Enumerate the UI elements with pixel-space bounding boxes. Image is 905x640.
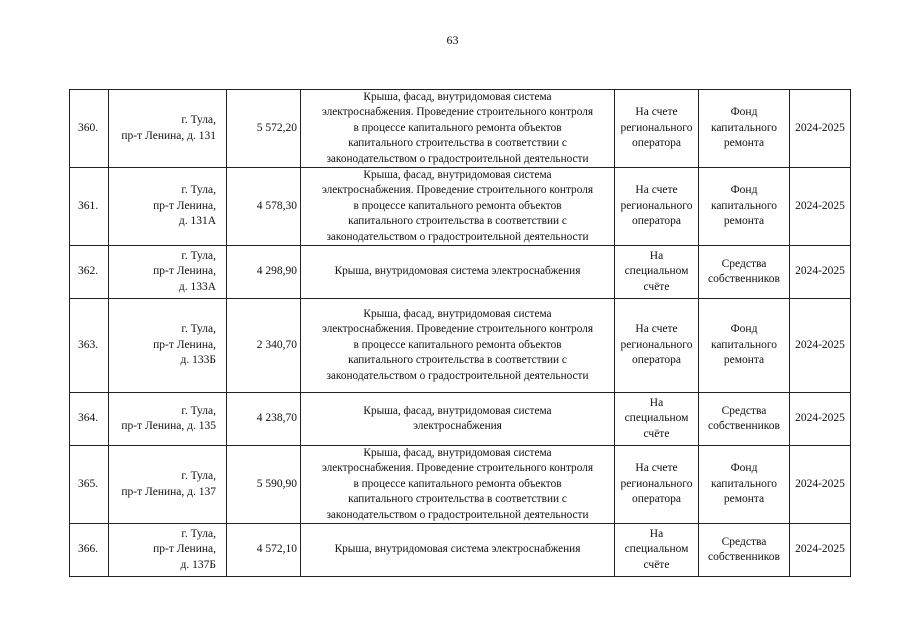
address: г. Тула, пр-т Ленина, д. 131А: [109, 168, 227, 246]
row-number: 366.: [70, 524, 109, 577]
address: г. Тула, пр-т Ленина, д. 137Б: [109, 524, 227, 577]
table-row: [70, 393, 851, 446]
period: 2024-2025: [790, 246, 851, 299]
account-type: На счете регионального оператора: [615, 168, 699, 246]
period: 2024-2025: [790, 393, 851, 446]
work-scope: Крыша, внутридомовая система электроснабжения: [301, 524, 615, 577]
row-number: 363.: [70, 299, 109, 393]
funding-source: Средства собственников: [699, 246, 790, 299]
area: 4 238,70: [227, 393, 301, 446]
funding-source: Фонд капитального ремонта: [699, 168, 790, 246]
account-type: На счете регионального оператора: [615, 299, 699, 393]
table-row: [70, 446, 851, 524]
table-row: [70, 246, 851, 299]
area: 2 340,70: [227, 299, 301, 393]
area: 4 298,90: [227, 246, 301, 299]
funding-source: Фонд капитального ремонта: [699, 299, 790, 393]
funding-source: Фонд капитального ремонта: [699, 90, 790, 168]
row-number: 361.: [70, 168, 109, 246]
work-scope: Крыша, фасад, внутридомовая система электроснабжения. Проведение строительного контроля в процессе капитального ремонта объектов капитального строительства в соответствии с законодательством о градостроительной деятельности: [301, 446, 615, 524]
account-type: На счете регионального оператора: [615, 446, 699, 524]
period: 2024-2025: [790, 168, 851, 246]
account-type: На специальном счёте: [615, 246, 699, 299]
area: 4 578,30: [227, 168, 301, 246]
table-row: [70, 299, 851, 393]
period: 2024-2025: [790, 90, 851, 168]
period: 2024-2025: [790, 299, 851, 393]
funding-source: Средства собственников: [699, 524, 790, 577]
area: 5 572,20: [227, 90, 301, 168]
funding-source: Средства собственников: [699, 393, 790, 446]
account-type: На счете регионального оператора: [615, 90, 699, 168]
period: 2024-2025: [790, 524, 851, 577]
address: г. Тула, пр-т Ленина, д. 137: [109, 446, 227, 524]
area: 4 572,10: [227, 524, 301, 577]
address: г. Тула, пр-т Ленина, д. 133А: [109, 246, 227, 299]
row-number: 365.: [70, 446, 109, 524]
account-type: На специальном счёте: [615, 393, 699, 446]
account-type: На специальном счёте: [615, 524, 699, 577]
work-scope: Крыша, внутридомовая система электроснабжения: [301, 246, 615, 299]
period: 2024-2025: [790, 446, 851, 524]
repair-table: [69, 89, 851, 577]
funding-source: Фонд капитального ремонта: [699, 446, 790, 524]
work-scope: Крыша, фасад, внутридомовая система электроснабжения. Проведение строительного контроля в процессе капитального ремонта объектов капитального строительства в соответствии с законодательством о градостроительной деятельности: [301, 90, 615, 168]
work-scope: Крыша, фасад, внутридомовая система электроснабжения. Проведение строительного контроля в процессе капитального ремонта объектов капитального строительства в соответствии с законодательством о градостроительной деятельности: [301, 299, 615, 393]
area: 5 590,90: [227, 446, 301, 524]
row-number: 362.: [70, 246, 109, 299]
work-scope: Крыша, фасад, внутридомовая система электроснабжения: [301, 393, 615, 446]
work-scope: Крыша, фасад, внутридомовая система электроснабжения. Проведение строительного контроля в процессе капитального ремонта объектов капитального строительства в соответствии с законодательством о градостроительной деятельности: [301, 168, 615, 246]
table-row: [70, 168, 851, 246]
address: г. Тула, пр-т Ленина, д. 135: [109, 393, 227, 446]
address: г. Тула, пр-т Ленина, д. 133Б: [109, 299, 227, 393]
table-row: [70, 524, 851, 577]
address: г. Тула, пр-т Ленина, д. 131: [109, 90, 227, 168]
row-number: 364.: [70, 393, 109, 446]
table-row: [70, 90, 851, 168]
row-number: 360.: [70, 90, 109, 168]
page-number: 63: [446, 33, 459, 47]
